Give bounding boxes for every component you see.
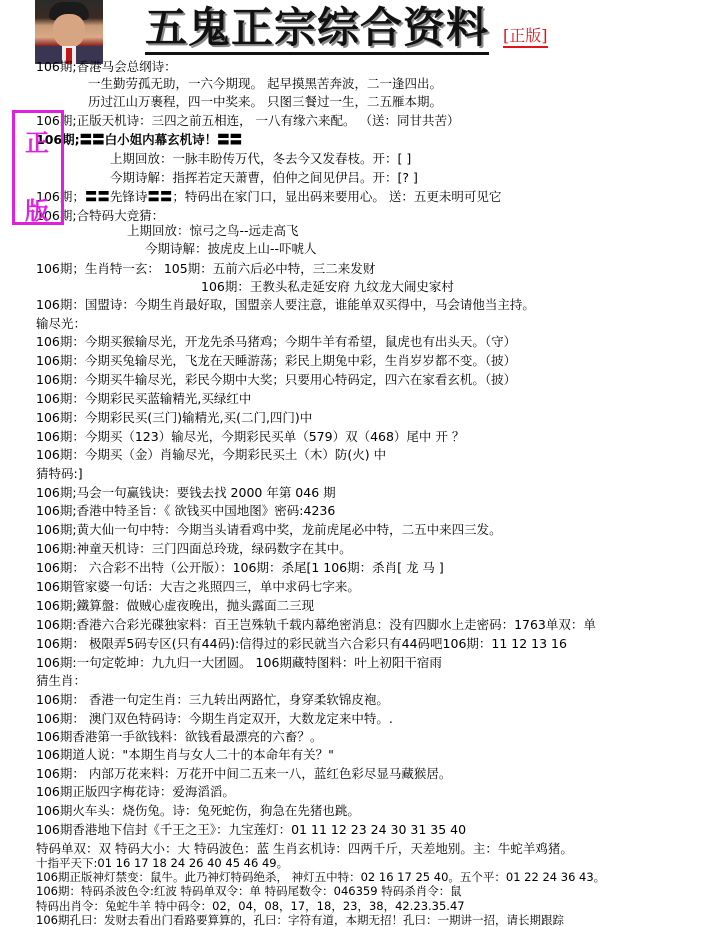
line-39: 106期： 内部万花来料：万花开中间二五来一八，蓝红色彩尽显马藏猴居。 (36, 766, 452, 781)
stamp-char-1: 正 (25, 128, 49, 157)
line-38: 106期道人说："本期生肖与女人二十的本命年有关？" (36, 747, 334, 762)
line-45: 106期正版神灯禁变：鼠牛。此乃神灯特码绝杀， 神灯五中特：02 16 17 25 40。五个平：01 22 24 36 43。 (36, 870, 606, 885)
line-23: 猜特码:] (36, 466, 83, 481)
line-36: 106期： 澳门双色特码诗：今期生肖定双开，大数龙定来中特。. (36, 711, 393, 726)
line-11: 今期诗解：披虎皮上山--吓唬人 (145, 241, 317, 256)
line-31: 106期:香港六合彩光碟独家料：百王岂殊轨千载内幕绝密消息：没有四脚水上走密码：1763单双：单 (36, 617, 596, 632)
line-25: 106期;香港中特圣旨：《 欲钱买中国地图》密码:4236 (36, 503, 336, 518)
line-34: 猜生肖： (36, 673, 87, 688)
line-06: 上期回放：一脉丰盼传万代，冬去今又发春枝。开：[ ] (110, 151, 412, 166)
line-13: 106期：王教头私走延安府 九纹龙大闹史家村 (201, 279, 454, 294)
line-29: 106期管家婆一句话：大吉之兆照四三，单中求码七字来。 (36, 579, 360, 594)
stamp-char-2: 版 (25, 196, 49, 225)
line-08: 106期；〓〓先锋诗〓〓；特码出在家门口，显出码来要用心。 送：五更未明可见它 (36, 189, 502, 204)
line-37: 106期香港第一手欲钱料：欲钱看最漂亮的六畜？。 (36, 729, 323, 744)
line-40: 106期正版四字梅花诗：爱海滔滔。 (36, 784, 235, 799)
line-17: 106期：今期买兔输尽光，飞龙在天睡游荡；彩民上期兔中彩，生肖岁岁都不变。（披） (36, 353, 517, 368)
line-26: 106期;黄大仙一句中特：今期当头请看鸡中奖，龙前虎尾必中特，二五中来四三发。 (36, 522, 502, 537)
line-28: 106期： 六合彩不出特（公开版）：106期：杀尾[1 106期：杀肖[ 龙 马 ] (36, 560, 444, 575)
line-21: 106期：今期买（123）输尽光，今期彩民买单（579）双（468）尾中 开 ？ (36, 429, 465, 444)
line-12: 106期；生肖特一玄： 105期：五前六后必中特，三二来发财 (36, 261, 376, 276)
line-24: 106期;马会一句赢钱诀：要钱去找 2000 年第 046 期 (36, 485, 336, 500)
line-42: 106期香港地下信封《千王之王》：九宝莲灯：01 11 12 23 24 30 31 35 40 (36, 822, 467, 837)
line-41: 106期火车头：烧伤兔。诗：兔死蛇伤，狗急在先猪也跳。 (36, 803, 360, 818)
line-01: 106期;香港马会总纲诗： (36, 59, 177, 74)
line-03: 历过江山万裹程，四一中奖来。 只图三餐过一生，二五雁本期。 (88, 94, 442, 109)
authentic-stamp (12, 110, 64, 225)
edition-badge: [正版] (503, 26, 548, 48)
line-27: 106期:神童天机诗：三门四面总玲珑，绿码数字在其中。 (36, 541, 352, 556)
line-18: 106期：今期买牛输尽光，彩民今期中大奖；只要用心特码定，四六在家看玄机。（披） (36, 372, 517, 387)
line-09: 106期;合特码大竞猜： (36, 208, 165, 223)
line-07: 今期诗解：指挥若定天萧曹，伯仲之间见伊吕。开：[? ] (110, 170, 418, 185)
line-30: 106期;鐵算盤：做贼心虚夜晚出，抛头露面二三现 (36, 598, 315, 613)
line-16: 106期：今期买猴输尽光，开龙先杀马猪鸡；今期牛羊有希望，鼠虎也有出头天。（守） (36, 334, 517, 349)
line-44: 十指平天下:01 16 17 18 24 26 40 45 46 49。 (36, 856, 289, 870)
author-portrait (35, 0, 103, 64)
line-22: 106期：今期买（金）肖输尽光，今期彩民买土（木）防(火) 中 (36, 447, 387, 462)
line-15: 输尽光： (36, 316, 87, 331)
line-02: 一生勤劳孤无助，一六今期现。 起早摸黑苦奔波，二一逢四出。 (88, 76, 442, 91)
line-19: 106期：今期彩民买蓝输精光,买绿红中 (36, 391, 252, 406)
line-10: 上期回放：惊弓之鸟--远走高飞 (127, 223, 299, 238)
line-33: 106期:一句定乾坤：九九归一大团圆。 106期藏特图料：叶上初阳干宿雨 (36, 655, 442, 670)
line-46: 106期：特码杀波色令:红波 特码单双令：单 特码尾数令：046359 特码杀肖令：鼠 (36, 884, 462, 899)
line-05: 106期;〓〓白小姐内幕玄机诗！〓〓 (36, 132, 243, 147)
line-35: 106期： 香港一句定生肖：三九转出两路忙，身穿柔软锦皮袍。 (36, 692, 389, 707)
line-47: 特码出肖令：兔蛇牛羊 特中码令：02，04，08，17，18，23，38，42.23.35.47 (36, 898, 465, 913)
line-48: 106期孔曰：发财去看出门看路要算算的，孔曰：字符有道，本期无招！孔曰：一期讲一招，请长期跟踪 (36, 912, 564, 927)
line-14: 106期：国盟诗：今期生肖最好取，国盟亲人要注意，谁能单双买得中，马会请他当主持。 (36, 297, 535, 312)
line-04: 106期;正版天机诗：三四之前五相连， 一八有缘六来配。 （送：同甘共苦） (36, 113, 460, 128)
line-32: 106期： 极限弄5码专区(只有44码):信得过的彩民就当六合彩只有44码吧106期：11 12 13 16 (36, 636, 567, 651)
line-43: 特码单双：双 特码大小：大 特码波色：蓝 生肖玄机诗：四两千斤，天差地别。主：牛蛇羊鸡猪。 (36, 841, 573, 856)
line-20: 106期：今期彩民买(三门)输精光,买(二门,四门)中 (36, 410, 313, 425)
page-title: 五鬼正宗综合资料 (145, 4, 489, 55)
